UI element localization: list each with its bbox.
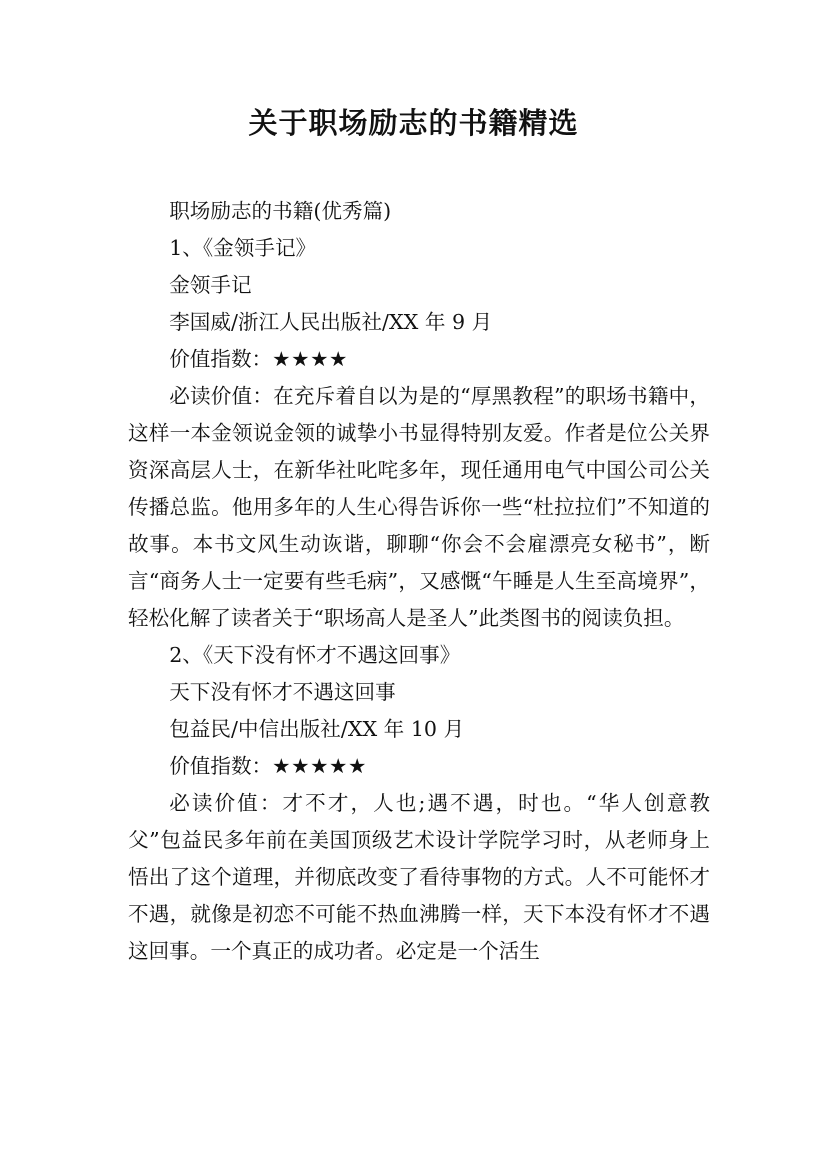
rating-label: 价值指数： [169,754,273,778]
star-rating-icon: ★★★★ [272,347,349,371]
document-body [128,193,710,970]
book-1-name: 金领手记 [169,273,252,297]
book-1-publication: 李国威/浙江人民出版社/XX 年 9 月 [169,310,493,334]
rating-label: 价值指数： [169,347,273,371]
section-heading: 职场励志的书籍(优秀篇) [169,199,392,223]
book-2-review: 必读价值：才不才，人也;遇不遇，时也。“华人创意教父”包益民多年前在美国顶级艺术设计学院学习时，从老师身上悟出了这个道理，并彻底改变了看待事物的方式。人不可能怀才不遇，就像是初恋不可能不热血沸腾一样，天下本没有怀才不遇这回事。一个真正的成功者。必定是一个活生 [128,791,710,963]
book-2-heading: 2、《天下没有怀才不遇这回事》 [169,643,461,667]
star-rating-icon: ★★★★★ [272,754,367,778]
book-2-name: 天下没有怀才不遇这回事 [169,680,396,704]
book-2-publication: 包益民/中信出版社/XX 年 10 月 [169,717,465,741]
book-1-heading: 1、《金领手记》 [169,236,317,260]
document-title: 关于职场励志的书籍精选 [248,106,579,140]
book-1-review: 必读价值：在充斥着自以为是的“厚黑教程”的职场书籍中，这样一本金领说金领的诚挚小书显得特别友爱。作者是位公关界资深高层人士，在新华社叱咤多年，现任通用电气中国公司公关传播总监。他用多年的人生心得告诉你一些“杜拉拉们”不知道的故事。本书文风生动诙谐，聊聊“你会不会雇漂亮女秘书”，断言“商务人士一定要有些毛病”，又感慨“午睡是人生至高境界”，轻松化解了读者关于“职场高人是圣人”此类图书的阅读负担。 [128,384,710,630]
book-1-rating [128,341,710,378]
book-2-rating [128,748,710,785]
